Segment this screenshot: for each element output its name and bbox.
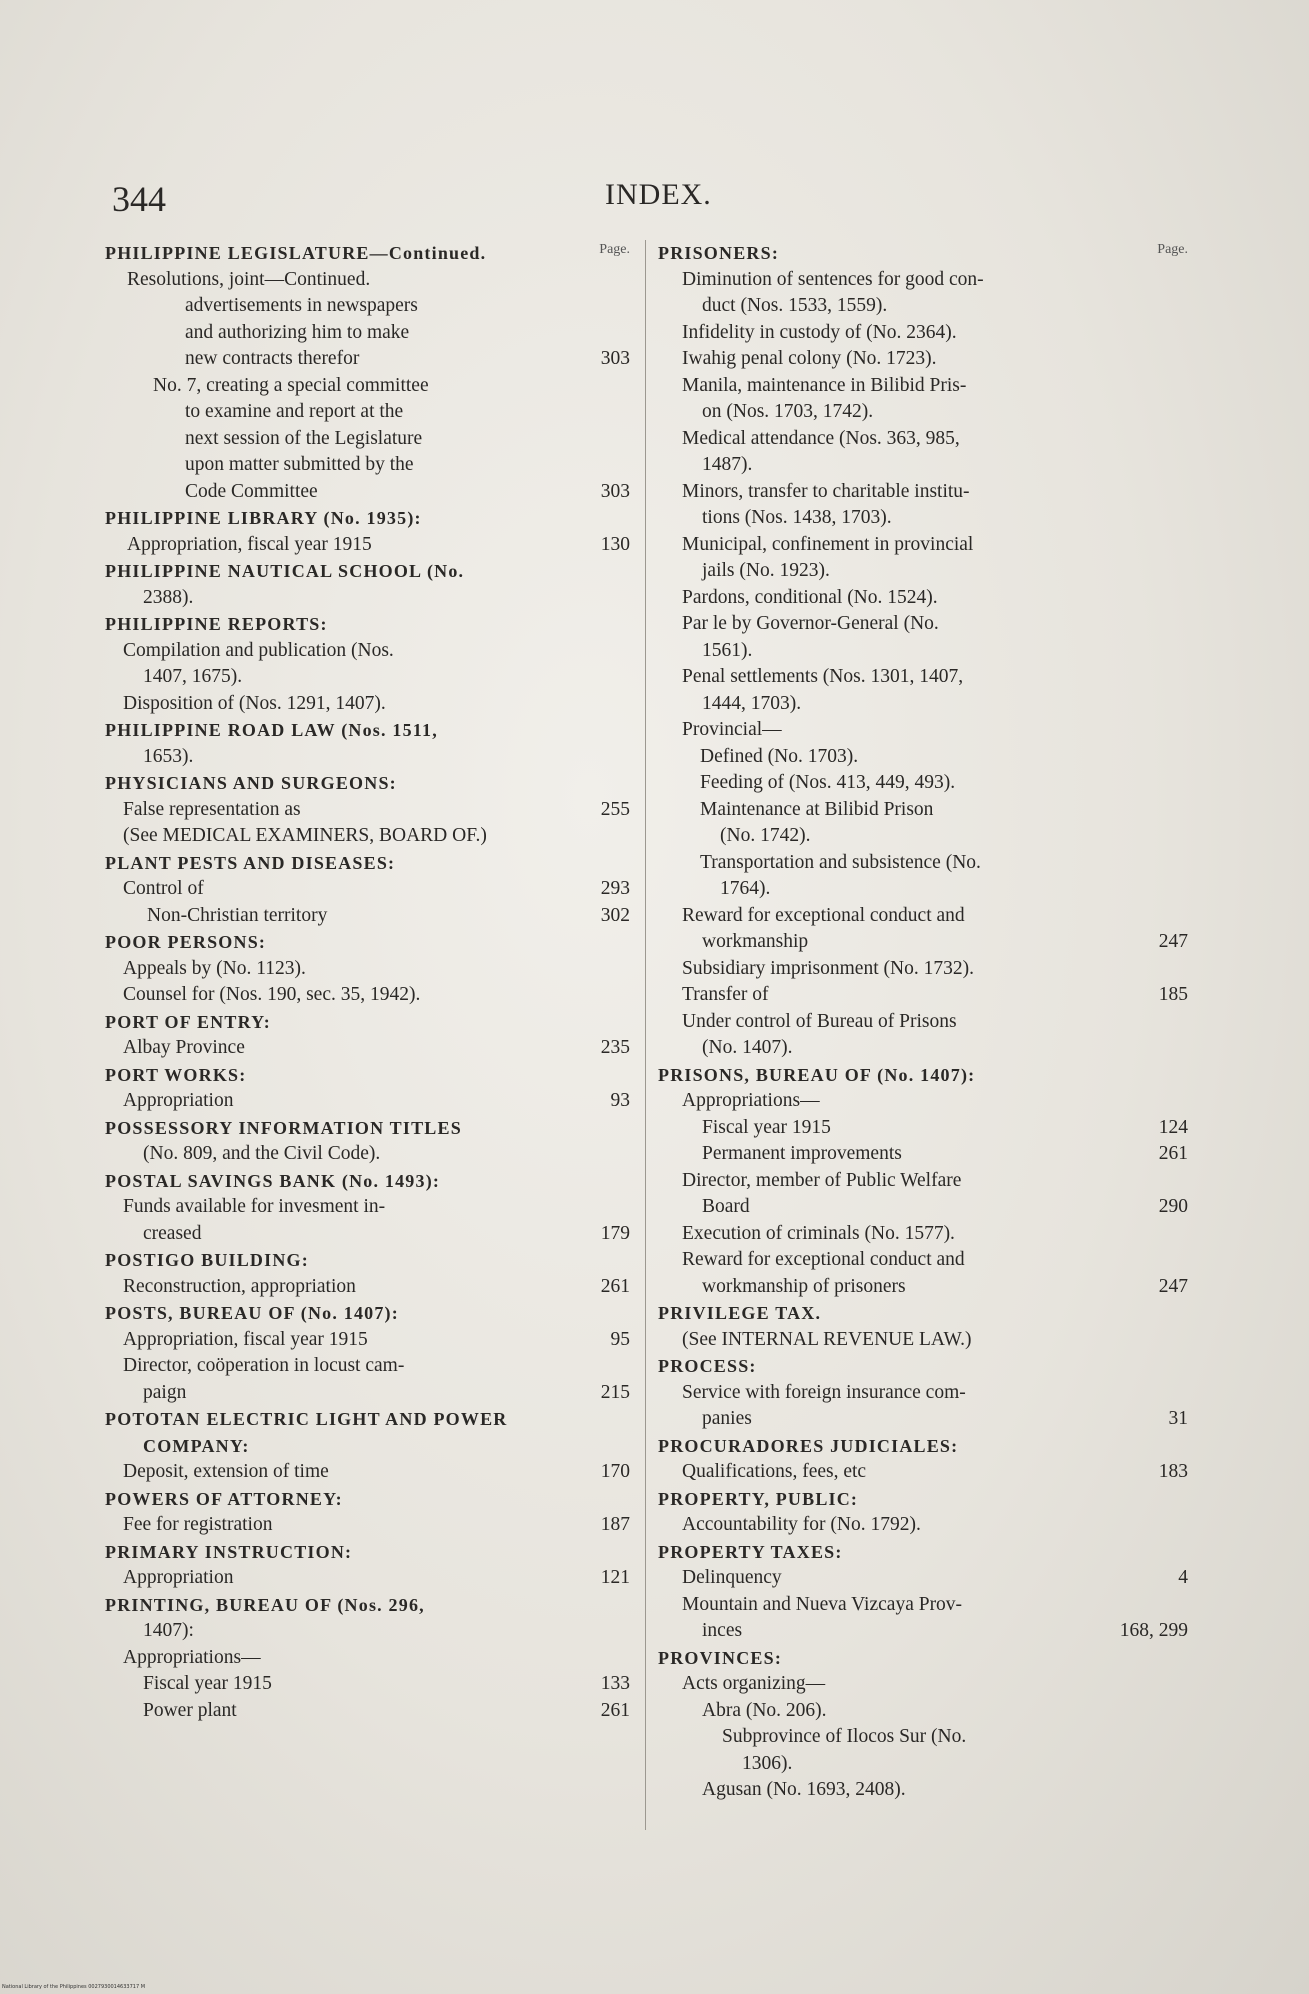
index-entry [105, 744, 630, 771]
index-heading [105, 1062, 630, 1089]
index-entry [105, 876, 630, 903]
index-entry [105, 1380, 630, 1407]
index-entry-text: Board [702, 1196, 750, 1217]
page-reference: 302 [600, 904, 630, 926]
index-heading [105, 717, 630, 744]
index-entry [658, 1592, 1188, 1619]
page-reference: 261 [600, 1275, 630, 1297]
index-entry [658, 770, 1188, 797]
index-entry [105, 267, 630, 294]
page-reference: 290 [1158, 1196, 1188, 1217]
index-entry [105, 532, 630, 559]
index-entry-text: (No. 1407). [702, 1037, 793, 1058]
index-entry-text: Acts organizing— [682, 1673, 826, 1694]
index-entry [658, 1671, 1188, 1698]
index-entry-text: POSTS, BUREAU OF (No. 1407): [105, 1303, 399, 1323]
index-heading [105, 1247, 630, 1274]
index-entry-text: Qualifications, fees, etc [682, 1461, 867, 1482]
index-entry-text: Power plant [143, 1699, 237, 1721]
index-entry-text: 2388). [143, 586, 194, 608]
index-entry [105, 1035, 630, 1062]
index-entry-text: (No. 809, and the Civil Code). [143, 1143, 381, 1164]
index-entry-text: 1487). [702, 454, 753, 475]
index-entry-text: and authorizing him to make [185, 321, 410, 343]
index-entry-text: Fiscal year 1915 [143, 1673, 272, 1694]
index-heading [105, 611, 630, 638]
index-entry [658, 691, 1188, 718]
index-entry-text: Disposition of (Nos. 1291, 1407). [123, 692, 386, 714]
index-entry-text: Resolutions, joint—Continued. [127, 268, 371, 290]
index-entry [658, 293, 1188, 320]
index-entry-text: POSTIGO BUILDING: [105, 1250, 309, 1270]
index-entry [658, 1035, 1188, 1062]
index-entry-text: workmanship [702, 931, 809, 952]
page-reference: 185 [1158, 984, 1188, 1005]
index-entry-text: PRINTING, BUREAU OF (Nos. 296, [105, 1594, 425, 1615]
index-entry [105, 1088, 630, 1115]
index-entry-text: paign [143, 1381, 187, 1403]
index-entry-text: PHILIPPINE LIBRARY (No. 1935): [105, 508, 422, 528]
page-reference: 261 [1158, 1143, 1188, 1164]
index-entry-text: Pardons, conditional (No. 1524). [682, 586, 938, 608]
index-entry [658, 1168, 1188, 1195]
index-entry-text: Compilation and publication (Nos. [123, 639, 394, 661]
index-entry [658, 1274, 1188, 1301]
index-entry-text: Appropriations— [123, 1646, 261, 1668]
index-entry [658, 1009, 1188, 1036]
index-entry-text: Appropriation [123, 1090, 234, 1111]
index-entry [658, 744, 1188, 771]
index-heading [658, 1486, 1188, 1513]
index-entry-text: Diminution of sentences for good con- [682, 268, 984, 290]
index-entry [658, 1777, 1188, 1804]
index-entry [105, 823, 630, 850]
index-heading [105, 1168, 630, 1195]
index-entry [105, 638, 630, 665]
page-reference: 95 [610, 1328, 630, 1350]
page-reference: 303 [600, 480, 630, 502]
index-entry [105, 1512, 630, 1539]
index-entry-text: Director, member of Public Welfare [682, 1169, 962, 1191]
index-entry [658, 929, 1188, 956]
index-entry-text: POWERS OF ATTORNEY: [105, 1488, 343, 1509]
index-entry-text: Transportation and subsistence (No. [700, 851, 981, 873]
index-entry [658, 346, 1188, 373]
index-entry-text: Deposit, extension of time [123, 1461, 329, 1482]
index-entry [658, 1141, 1188, 1168]
index-entry-text: inces [702, 1620, 743, 1641]
index-entry-text: POSSESSORY INFORMATION TITLES [105, 1117, 462, 1138]
index-entry-text: jails (No. 1923). [702, 560, 830, 581]
index-entry-text: Mountain and Nueva Vizcaya Prov- [682, 1593, 963, 1615]
index-entry-text: Fiscal year 1915 [702, 1116, 831, 1138]
index-heading [658, 1539, 1188, 1566]
index-entry-text: Service with foreign insurance com- [682, 1381, 966, 1403]
index-heading [105, 1406, 630, 1433]
index-entry [658, 1380, 1188, 1407]
index-entry [105, 1671, 630, 1698]
index-entry-text: PROVINCES: [658, 1647, 783, 1668]
index-entry [658, 876, 1188, 903]
index-entry [658, 1565, 1188, 1592]
index-entry [105, 903, 630, 930]
index-entry-text: POOR PERSONS: [105, 932, 267, 952]
index-entry [658, 823, 1188, 850]
index-entry [105, 664, 630, 691]
index-entry-text: duct (Nos. 1533, 1559). [702, 295, 888, 316]
index-entry-text: (See MEDICAL EXAMINERS, BOARD OF.) [123, 825, 487, 846]
index-entry-text: Medical attendance (Nos. 363, 985, [682, 427, 960, 449]
index-entry [658, 585, 1188, 612]
index-entry-text: Transfer of [682, 984, 769, 1005]
page-reference: 4 [1178, 1567, 1188, 1588]
index-entry-text: Code Committee [185, 480, 318, 502]
index-entry [658, 611, 1188, 638]
index-entry-text: No. 7, creating a special committee [153, 374, 429, 396]
index-heading [658, 1433, 1188, 1460]
index-entry-text: Municipal, confinement in provincial [682, 533, 974, 555]
index-entry-text: creased [143, 1222, 202, 1244]
index-entry-text: PRIMARY INSTRUCTION: [105, 1541, 353, 1562]
index-entry-text: to examine and report at the [185, 401, 404, 422]
index-entry [105, 1565, 630, 1592]
index-entry-text: tions (Nos. 1438, 1703). [702, 507, 892, 528]
index-entry [658, 532, 1188, 559]
index-entry [105, 982, 630, 1009]
index-entry-text: upon matter submitted by the [185, 454, 414, 475]
index-entry-text: Albay Province [123, 1037, 245, 1058]
page-title: INDEX. [605, 178, 712, 211]
index-entry [658, 267, 1188, 294]
page-reference: 247 [1158, 1275, 1188, 1297]
index-entry [105, 585, 630, 612]
index-entry-text: Appropriation, fiscal year 1915 [123, 1328, 368, 1350]
index-entry-text: False representation as [123, 798, 301, 820]
page-reference: 130 [600, 533, 630, 555]
page-reference: 179 [600, 1222, 630, 1244]
index-entry-text: PHILIPPINE ROAD LAW (Nos. 1511, [105, 720, 438, 740]
index-entry [105, 479, 630, 506]
index-entry-text: PHILIPPINE REPORTS: [105, 614, 328, 634]
index-entry-text: POSTAL SAVINGS BANK (No. 1493): [105, 1170, 441, 1191]
index-entry [658, 1247, 1188, 1274]
index-entry [658, 1459, 1188, 1486]
index-heading [658, 1645, 1188, 1672]
index-heading [105, 505, 630, 532]
index-entry [105, 426, 630, 453]
index-entry-text: Non-Christian territory [147, 904, 328, 926]
index-entry [658, 320, 1188, 347]
index-entry [658, 1194, 1188, 1221]
index-entry [105, 293, 630, 320]
index-heading [658, 240, 1188, 267]
index-entry [658, 1698, 1188, 1725]
index-entry [658, 399, 1188, 426]
index-entry-text: Provincial— [682, 719, 782, 740]
index-entry-text: PLANT PESTS AND DISEASES: [105, 852, 396, 873]
index-entry [658, 956, 1188, 983]
index-entry-text: Delinquency [682, 1567, 782, 1588]
index-entry-text: Iwahig penal colony (No. 1723). [682, 348, 937, 369]
index-heading [658, 1353, 1188, 1380]
index-entry-text: PRISONERS: [658, 243, 780, 263]
index-entry-text: Reward for exceptional conduct and [682, 1249, 965, 1270]
index-heading [105, 850, 630, 877]
index-entry-text: Execution of criminals (No. 1577). [682, 1222, 955, 1244]
index-heading [658, 1062, 1188, 1089]
page-reference: 235 [600, 1037, 630, 1058]
index-entry-text: PORT WORKS: [105, 1064, 247, 1085]
index-entry-text: (No. 1742). [720, 825, 811, 846]
index-entry-text: PORT OF ENTRY: [105, 1011, 271, 1032]
index-entry [105, 452, 630, 479]
index-entry [105, 1698, 630, 1725]
index-entry [658, 1406, 1188, 1433]
index-heading [105, 1115, 630, 1142]
page-reference: 133 [600, 1673, 630, 1694]
index-entry-text: Reconstruction, appropriation [123, 1275, 356, 1297]
index-entry [658, 638, 1188, 665]
index-entry [105, 1645, 630, 1672]
index-entry-text: PHILIPPINE LEGISLATURE—Continued. [105, 243, 487, 263]
index-entry-text: Manila, maintenance in Bilibid Pris- [682, 374, 967, 396]
page-reference: 183 [1158, 1461, 1188, 1482]
index-entry [105, 373, 630, 400]
index-entry [658, 1221, 1188, 1248]
index-entry-text: Appropriations— [682, 1090, 820, 1111]
index-entry [658, 717, 1188, 744]
index-entry-text: COMPANY: [143, 1435, 250, 1456]
page-reference: 187 [600, 1514, 630, 1535]
index-entry [658, 982, 1188, 1009]
index-entry-text: new contracts therefor [185, 348, 360, 369]
index-entry-text: 1407, 1675). [143, 666, 243, 687]
index-entry-text: 1653). [143, 745, 194, 767]
index-entry [105, 1618, 630, 1645]
index-entry-text: 1444, 1703). [702, 692, 802, 714]
index-entry [105, 1459, 630, 1486]
index-entry-text: Under control of Bureau of Prisons [682, 1010, 957, 1032]
index-entry [658, 1751, 1188, 1778]
index-entry [105, 320, 630, 347]
page-reference: 124 [1158, 1116, 1188, 1138]
index-entry [105, 797, 630, 824]
index-entry-text: Minors, transfer to charitable institu- [682, 480, 970, 502]
index-entry-text: Par le by Governor-General (No. [682, 613, 939, 634]
index-entry-text: Feeding of (Nos. 413, 449, 493). [700, 772, 956, 793]
index-entry [658, 1724, 1188, 1751]
index-heading [105, 1486, 630, 1513]
index-entry-text: Appropriation [123, 1567, 234, 1588]
index-entry [105, 346, 630, 373]
index-entry [105, 1141, 630, 1168]
index-entry-text: Accountability for (No. 1792). [682, 1514, 921, 1535]
page-number: 344 [112, 179, 166, 219]
page-reference: 255 [600, 798, 630, 820]
index-entry [658, 505, 1188, 532]
index-entry-text: PROCURADORES JUDICIALES: [658, 1435, 959, 1456]
index-column-left [105, 240, 630, 1724]
page-reference: 303 [600, 348, 630, 369]
index-heading [105, 1433, 630, 1460]
page-reference: 261 [600, 1699, 630, 1721]
index-entry-text: Subprovince of Ilocos Sur (No. [722, 1726, 967, 1747]
index-entry [658, 426, 1188, 453]
column-divider [645, 240, 646, 1830]
page-column-label: Page. [1157, 242, 1188, 257]
index-entry [658, 664, 1188, 691]
index-entry-text: 1306). [742, 1752, 793, 1774]
index-entry [105, 1274, 630, 1301]
index-entry-text: Maintenance at Bilibid Prison [700, 798, 934, 820]
index-entry-text: Appropriation, fiscal year 1915 [127, 533, 372, 555]
index-entry [658, 1115, 1188, 1142]
index-entry-text: (See INTERNAL REVENUE LAW.) [682, 1328, 972, 1350]
index-entry [105, 1221, 630, 1248]
index-column-right [658, 240, 1188, 1804]
index-entry [658, 850, 1188, 877]
index-entry-text: PROCESS: [658, 1356, 757, 1376]
index-entry-text: advertisements in newspapers [185, 295, 418, 316]
index-entry-text: Reward for exceptional conduct and [682, 904, 965, 926]
index-heading [105, 929, 630, 956]
index-entry-text: Director, coöperation in locust cam- [123, 1355, 405, 1376]
page-reference: 93 [610, 1090, 630, 1111]
index-entry [658, 1512, 1188, 1539]
index-entry-text: POTOTAN ELECTRIC LIGHT AND POWER [105, 1409, 508, 1429]
index-entry-text: 1407): [143, 1620, 194, 1641]
index-entry-text: panies [702, 1408, 752, 1429]
index-entry-text: PROPERTY, PUBLIC: [658, 1488, 859, 1509]
index-entry [658, 797, 1188, 824]
page-reference: 170 [600, 1461, 630, 1482]
index-entry-text: on (Nos. 1703, 1742). [702, 401, 874, 422]
index-entry [105, 956, 630, 983]
page-reference: 121 [600, 1567, 630, 1588]
index-entry [658, 373, 1188, 400]
index-entry-text: Funds available for invesment in- [123, 1196, 386, 1217]
index-heading [105, 1300, 630, 1327]
index-entry [105, 1353, 630, 1380]
index-entry [105, 691, 630, 718]
page-column-label: Page. [599, 242, 630, 257]
index-entry-text: 1561). [702, 639, 753, 661]
page-reference: 247 [1158, 931, 1188, 952]
index-entry-text: next session of the Legislature [185, 427, 423, 449]
index-entry [658, 1088, 1188, 1115]
index-entry-text: 1764). [720, 878, 771, 899]
index-entry-text: Subsidiary imprisonment (No. 1732). [682, 957, 974, 979]
index-entry [658, 903, 1188, 930]
index-entry [658, 1327, 1188, 1354]
index-entry-text: PRISONS, BUREAU OF (No. 1407): [658, 1064, 976, 1085]
index-entry [658, 452, 1188, 479]
index-heading [658, 1300, 1188, 1327]
index-entry-text: PHILIPPINE NAUTICAL SCHOOL (No. [105, 561, 465, 581]
index-entry [658, 1618, 1188, 1645]
page-reference: 293 [600, 878, 630, 899]
page-reference: 31 [1168, 1408, 1188, 1429]
index-entry-text: Agusan (No. 1693, 2408). [702, 1779, 906, 1800]
index-entry-text: Defined (No. 1703). [700, 745, 859, 767]
index-entry-text: Permanent improvements [702, 1143, 902, 1164]
index-entry [658, 558, 1188, 585]
index-entry [105, 1194, 630, 1221]
index-entry-text: Appeals by (No. 1123). [123, 957, 306, 979]
index-entry-text: Fee for registration [123, 1514, 273, 1535]
index-entry-text: Abra (No. 206). [702, 1699, 827, 1721]
page-reference: 168, 299 [1119, 1620, 1188, 1641]
index-heading [105, 1539, 630, 1566]
index-entry [658, 479, 1188, 506]
index-heading [105, 1009, 630, 1036]
index-entry-text: Control of [123, 878, 204, 899]
page-reference: 215 [600, 1381, 630, 1403]
index-entry-text: PHYSICIANS AND SURGEONS: [105, 773, 397, 793]
index-entry-text: PRIVILEGE TAX. [658, 1303, 822, 1323]
scan-footer-note: National Library of the Philippines 0027930014633717 M [2, 1984, 146, 1990]
index-heading [105, 1592, 630, 1619]
index-entry-text: Penal settlements (Nos. 1301, 1407, [682, 666, 964, 687]
index-entry-text: workmanship of prisoners [702, 1275, 906, 1297]
index-entry [105, 1327, 630, 1354]
index-entry-text: Counsel for (Nos. 190, sec. 35, 1942). [123, 984, 421, 1005]
index-heading [105, 240, 630, 267]
index-heading [105, 770, 630, 797]
index-entry-text: PROPERTY TAXES: [658, 1541, 843, 1562]
index-heading [105, 558, 630, 585]
index-entry-text: Infidelity in custody of (No. 2364). [682, 321, 957, 343]
index-entry [105, 399, 630, 426]
